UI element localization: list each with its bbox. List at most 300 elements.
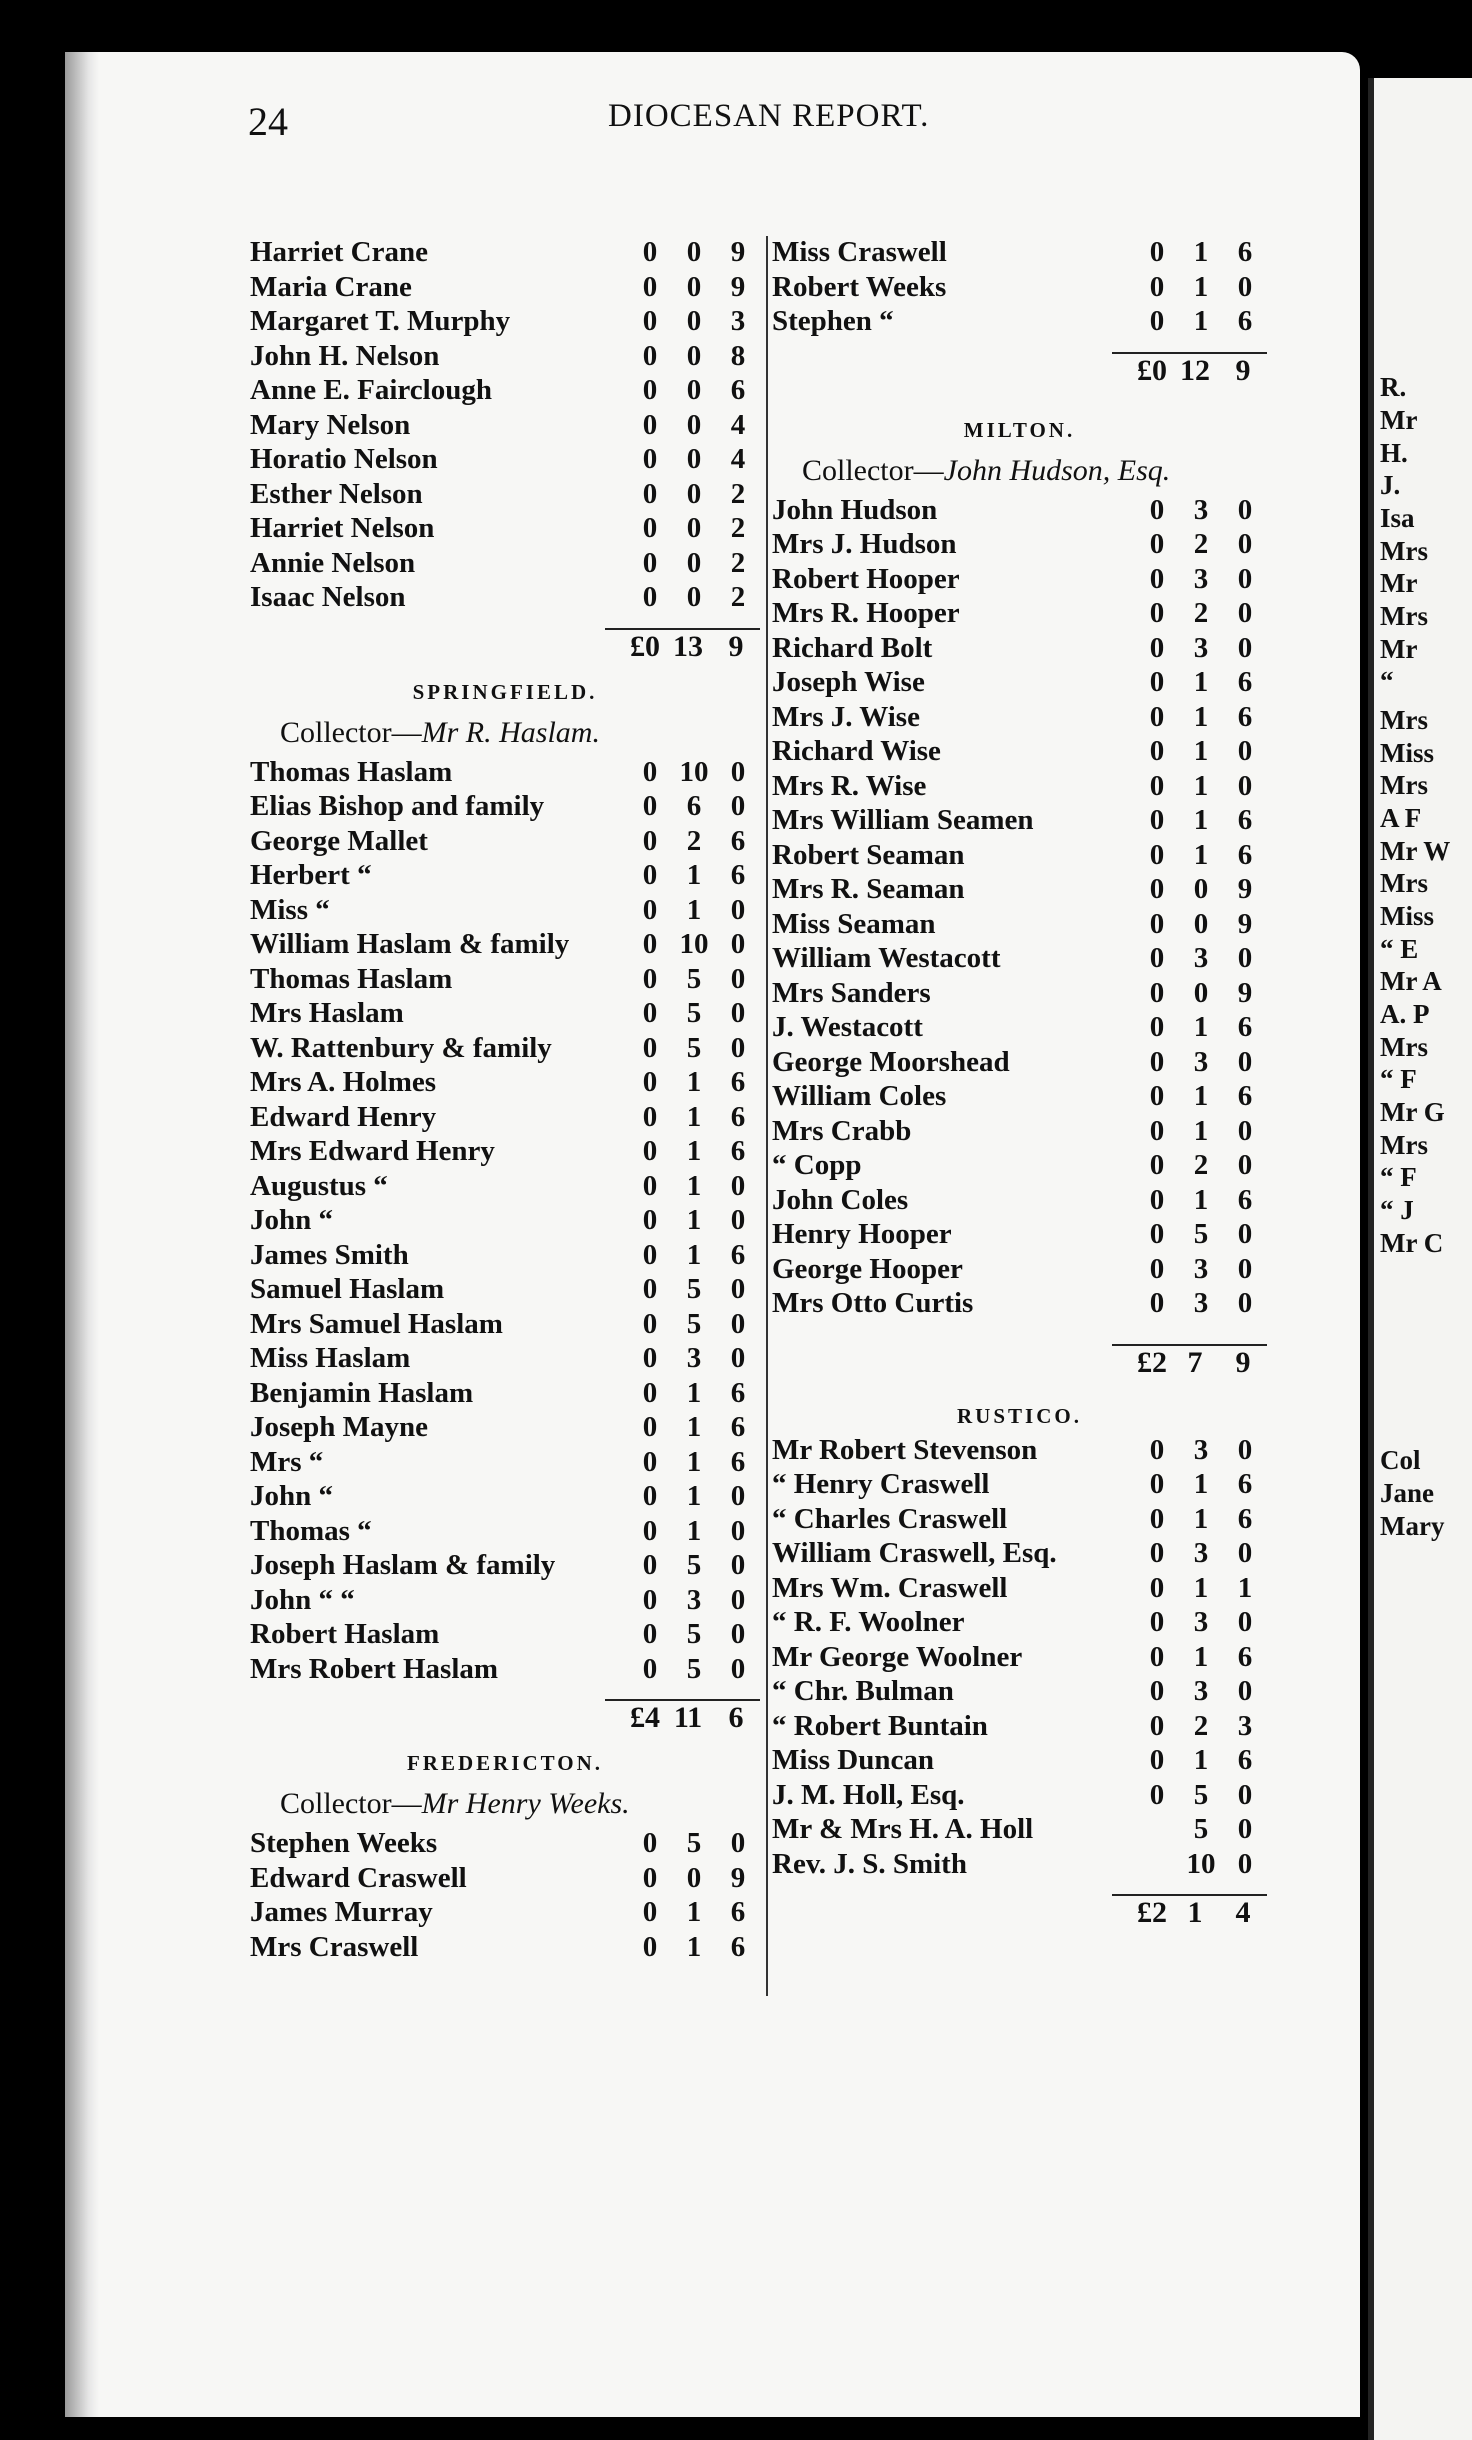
pounds-amount: 0 bbox=[642, 1480, 658, 1512]
shillings-amount: 3 bbox=[1193, 1252, 1209, 1285]
pence-amount: 0 bbox=[730, 790, 746, 822]
subscriber-name: Edward Craswell bbox=[250, 1861, 467, 1894]
pence-amount: 0 bbox=[730, 1342, 746, 1374]
pence-amount: 0 bbox=[730, 1827, 746, 1859]
shillings-amount: 1 bbox=[686, 1411, 702, 1443]
shillings-amount: 1 bbox=[686, 1514, 702, 1547]
subscriber-name: Mrs “ bbox=[250, 1445, 324, 1478]
pence-amount: 0 bbox=[1237, 597, 1253, 629]
next-page-fragment: “ E bbox=[1380, 934, 1419, 964]
pounds-amount: 0 bbox=[642, 512, 658, 544]
pence-amount: 0 bbox=[1237, 1433, 1253, 1466]
subscriber-row bbox=[772, 1080, 1267, 1115]
shillings-amount: 2 bbox=[1193, 528, 1209, 560]
pounds-amount: 0 bbox=[642, 546, 658, 579]
shillings-amount: 1 bbox=[1193, 1744, 1209, 1776]
next-page-fragment: Col bbox=[1380, 1445, 1421, 1475]
pence-amount: 9 bbox=[730, 270, 746, 303]
pence-amount: 1 bbox=[1237, 1571, 1253, 1604]
pence-amount: 6 bbox=[730, 1135, 746, 1167]
shillings-amount: 1 bbox=[1193, 1468, 1209, 1500]
subscriber-row bbox=[250, 790, 760, 825]
shillings-amount: 2 bbox=[1193, 597, 1209, 629]
shillings-amount: 1 bbox=[686, 1238, 702, 1271]
subscriber-row bbox=[250, 1170, 760, 1205]
sum-rule bbox=[772, 1332, 1267, 1346]
pounds-amount: 0 bbox=[1149, 907, 1165, 940]
pence-amount: 2 bbox=[730, 581, 746, 613]
pounds-amount: 0 bbox=[642, 1411, 658, 1443]
subscriber-row bbox=[772, 1572, 1267, 1607]
next-page-fragment: Mrs bbox=[1380, 868, 1428, 898]
pence-amount: 9 bbox=[730, 236, 746, 268]
next-page-fragment: Mr bbox=[1380, 568, 1418, 598]
shillings-amount: 3 bbox=[1193, 1606, 1209, 1638]
collector-label: Collector— bbox=[280, 715, 422, 749]
next-page-fragment: “ F bbox=[1380, 1064, 1417, 1094]
pounds-amount: 0 bbox=[642, 1100, 658, 1133]
pounds-amount: 0 bbox=[642, 581, 658, 613]
pounds-amount: 0 bbox=[1149, 1045, 1165, 1078]
subscriber-row bbox=[772, 494, 1267, 529]
next-page-fragment: A. P bbox=[1380, 999, 1430, 1029]
shillings-amount: 1 bbox=[686, 1204, 702, 1236]
shillings-amount: 2 bbox=[686, 824, 702, 857]
shillings-amount: 1 bbox=[1193, 804, 1209, 836]
pounds-amount: 0 bbox=[1149, 270, 1165, 303]
shillings-amount: 10 bbox=[679, 755, 709, 788]
subscriber-name: Thomas Haslam bbox=[250, 755, 453, 788]
pence-amount: 6 bbox=[730, 1376, 746, 1409]
subscriber-name: Mr George Woolner bbox=[772, 1640, 1023, 1673]
subscriber-row bbox=[772, 873, 1267, 908]
subscriber-row bbox=[250, 963, 760, 998]
pence-amount: 6 bbox=[730, 1238, 746, 1271]
subscriber-name: Mary Nelson bbox=[250, 408, 411, 441]
pounds-amount: 0 bbox=[1149, 1778, 1165, 1811]
pence-amount: 9 bbox=[730, 1861, 746, 1894]
pounds-amount: 0 bbox=[642, 790, 658, 822]
subscriber-row bbox=[250, 1239, 760, 1274]
subscriber-name: Horatio Nelson bbox=[250, 443, 438, 475]
subscriber-name: Stephen “ bbox=[772, 305, 894, 337]
subscriber-row bbox=[250, 581, 760, 616]
subscriber-name: Harriet Crane bbox=[250, 236, 428, 268]
subscriber-name: Mrs Robert Haslam bbox=[250, 1652, 499, 1685]
shillings-amount: 3 bbox=[1193, 493, 1209, 526]
pence-amount: 6 bbox=[730, 374, 746, 406]
collector-line bbox=[250, 710, 760, 756]
subscriber-name: Thomas “ bbox=[250, 1514, 372, 1547]
shillings-amount: 3 bbox=[1193, 1433, 1209, 1466]
shillings-amount: 1 bbox=[1193, 1080, 1209, 1112]
pounds-amount: 0 bbox=[642, 1066, 658, 1098]
subscriber-row bbox=[772, 1184, 1267, 1219]
subscriber-name: Mrs Wm. Craswell bbox=[772, 1571, 1008, 1604]
subscriber-name: Miss Craswell bbox=[772, 236, 947, 268]
pounds-amount: 0 bbox=[642, 1827, 658, 1859]
subscriber-row bbox=[250, 340, 760, 375]
section-total bbox=[250, 630, 760, 670]
subscriber-name: Mrs William Seamen bbox=[772, 804, 1034, 836]
subscriber-name: Mrs Crabb bbox=[772, 1114, 912, 1147]
subscriber-row bbox=[250, 859, 760, 894]
pounds-amount: 0 bbox=[1149, 735, 1165, 767]
shillings-amount: 1 bbox=[1193, 1502, 1209, 1535]
pence-amount: 0 bbox=[1237, 631, 1253, 664]
pounds-amount: 0 bbox=[642, 477, 658, 510]
subscriber-row bbox=[772, 1675, 1267, 1710]
page-number: 24 bbox=[248, 99, 288, 144]
subscriber-row bbox=[250, 1032, 760, 1067]
subscriber-name: Mrs Otto Curtis bbox=[772, 1287, 974, 1319]
subscriber-row bbox=[250, 236, 760, 271]
pence-amount: 0 bbox=[730, 997, 746, 1029]
subscriber-name: Benjamin Haslam bbox=[250, 1376, 474, 1409]
shillings-amount: 5 bbox=[686, 1273, 702, 1305]
total-pounds: £0 bbox=[1137, 353, 1167, 387]
next-page-fragment: Mr G bbox=[1380, 1097, 1445, 1127]
pence-amount: 0 bbox=[1237, 1114, 1253, 1147]
subscriber-row bbox=[250, 1896, 760, 1931]
subscriber-name: “ Henry Craswell bbox=[772, 1468, 990, 1500]
shillings-amount: 3 bbox=[1193, 1537, 1209, 1569]
subscriber-name: Mrs Craswell bbox=[250, 1930, 419, 1963]
subscriber-name: Annie Nelson bbox=[250, 546, 416, 579]
shillings-amount: 1 bbox=[1193, 1183, 1209, 1216]
shillings-amount: 5 bbox=[686, 1307, 702, 1340]
pounds-amount: 0 bbox=[642, 1652, 658, 1685]
subscriber-name: John Coles bbox=[772, 1183, 909, 1216]
collector-label: Collector— bbox=[280, 1787, 422, 1820]
subscriber-name: John Hudson bbox=[772, 493, 938, 526]
pence-amount: 0 bbox=[1237, 270, 1253, 303]
subscriber-row bbox=[250, 1480, 760, 1515]
pounds-amount: 0 bbox=[1149, 528, 1165, 560]
subscriber-row bbox=[772, 1813, 1267, 1848]
pounds-amount: 0 bbox=[642, 1376, 658, 1409]
subscriber-name: Mrs R. Hooper bbox=[772, 597, 960, 629]
subscriber-name: “ Chr. Bulman bbox=[772, 1675, 954, 1707]
subscriber-row bbox=[250, 1411, 760, 1446]
subscriber-row bbox=[772, 1253, 1267, 1288]
shillings-amount: 5 bbox=[686, 1031, 702, 1064]
pence-amount: 9 bbox=[1237, 907, 1253, 940]
pounds-amount: 0 bbox=[642, 1549, 658, 1581]
total-shillings: 13 bbox=[673, 629, 703, 663]
pence-amount: 4 bbox=[730, 443, 746, 475]
subscriber-name: George Moorshead bbox=[772, 1045, 1010, 1078]
pounds-amount: 0 bbox=[1149, 1287, 1165, 1319]
subscriber-name: Isaac Nelson bbox=[250, 581, 406, 613]
pence-amount: 0 bbox=[730, 1652, 746, 1685]
subscriber-row bbox=[772, 597, 1267, 632]
subscriber-row bbox=[772, 563, 1267, 598]
pence-amount: 0 bbox=[1237, 1813, 1253, 1845]
section-total bbox=[250, 1701, 760, 1741]
pounds-amount: 0 bbox=[642, 997, 658, 1029]
subscriber-name: William Westacott bbox=[772, 942, 1001, 974]
shillings-amount: 1 bbox=[686, 1445, 702, 1478]
pounds-amount: 0 bbox=[642, 339, 658, 372]
next-page-fragment: Miss bbox=[1380, 738, 1434, 768]
pounds-amount: 0 bbox=[642, 1204, 658, 1236]
shillings-amount: 0 bbox=[686, 581, 702, 613]
shillings-amount: 3 bbox=[1193, 942, 1209, 974]
collector-name: Mr R. Haslam. bbox=[421, 715, 600, 749]
shillings-amount: 0 bbox=[686, 374, 702, 406]
pence-amount: 0 bbox=[730, 1031, 746, 1064]
pence-amount: 0 bbox=[730, 1273, 746, 1305]
pounds-amount: 0 bbox=[642, 1238, 658, 1271]
shillings-amount: 0 bbox=[686, 236, 702, 268]
pence-amount: 6 bbox=[1237, 1640, 1253, 1673]
pence-amount: 0 bbox=[730, 1514, 746, 1547]
pence-amount: 6 bbox=[1237, 1744, 1253, 1776]
subscriber-name: Augustus “ bbox=[250, 1169, 388, 1202]
pounds-amount: 0 bbox=[642, 1514, 658, 1547]
pence-amount: 0 bbox=[1237, 528, 1253, 560]
subscriber-name: Esther Nelson bbox=[250, 477, 423, 510]
collector-label: Collector— bbox=[802, 453, 944, 487]
pence-amount: 0 bbox=[730, 1549, 746, 1581]
subscriber-name: Robert Seaman bbox=[772, 838, 965, 871]
pounds-amount: 0 bbox=[1149, 1468, 1165, 1500]
next-page-fragment: A F bbox=[1380, 803, 1422, 833]
pounds-amount: 0 bbox=[642, 1342, 658, 1374]
subscriber-name: Mrs A. Holmes bbox=[250, 1066, 437, 1098]
pence-amount: 6 bbox=[1237, 1502, 1253, 1535]
pounds-amount: 0 bbox=[1149, 597, 1165, 629]
subscriber-name: Margaret T. Murphy bbox=[250, 305, 511, 337]
shillings-amount: 3 bbox=[686, 1342, 702, 1374]
collector-line bbox=[772, 448, 1267, 494]
next-page-fragment: Mr C bbox=[1380, 1228, 1444, 1258]
total-pounds: £4 bbox=[630, 1701, 660, 1734]
subscriber-name: Thomas Haslam bbox=[250, 962, 453, 995]
subscriber-name: Maria Crane bbox=[250, 270, 412, 303]
pence-amount: 0 bbox=[1237, 1606, 1253, 1638]
subscriber-row bbox=[772, 666, 1267, 701]
subscriber-row bbox=[250, 478, 760, 513]
subscriber-name: Miss Duncan bbox=[772, 1744, 934, 1776]
shillings-amount: 0 bbox=[1193, 907, 1209, 940]
subscriber-row bbox=[772, 271, 1267, 306]
pence-amount: 3 bbox=[1237, 1709, 1253, 1742]
next-page-fragment: R. bbox=[1380, 372, 1407, 402]
left-column bbox=[250, 236, 760, 1965]
pence-amount: 2 bbox=[730, 546, 746, 579]
total-shillings: 1 bbox=[1187, 1896, 1203, 1929]
pence-amount: 0 bbox=[730, 1307, 746, 1340]
pence-amount: 0 bbox=[1237, 1149, 1253, 1181]
pence-amount: 9 bbox=[1237, 976, 1253, 1009]
total-pence: 9 bbox=[1235, 353, 1251, 387]
pence-amount: 6 bbox=[1237, 1183, 1253, 1216]
pounds-amount: 0 bbox=[642, 408, 658, 441]
spacer bbox=[772, 394, 1267, 408]
subscriber-name: Mrs J. Hudson bbox=[772, 528, 957, 560]
pence-amount: 6 bbox=[1237, 1011, 1253, 1043]
total-shillings: 7 bbox=[1187, 1345, 1203, 1379]
pence-amount: 8 bbox=[730, 339, 746, 372]
shillings-amount: 1 bbox=[686, 1480, 702, 1512]
pounds-amount: 0 bbox=[1149, 700, 1165, 733]
next-page-fragment: J. bbox=[1380, 470, 1401, 500]
pence-amount: 6 bbox=[1237, 666, 1253, 698]
pence-amount: 6 bbox=[730, 1930, 746, 1963]
pence-amount: 0 bbox=[730, 1169, 746, 1202]
pounds-amount: 0 bbox=[1149, 1537, 1165, 1569]
column-divider bbox=[766, 236, 768, 1996]
shillings-amount: 3 bbox=[1193, 1045, 1209, 1078]
shillings-amount: 3 bbox=[1193, 562, 1209, 595]
subscriber-name: Edward Henry bbox=[250, 1100, 437, 1133]
next-page-fragment: H. bbox=[1380, 438, 1408, 468]
next-page-fragment: Mrs bbox=[1380, 536, 1428, 566]
shillings-amount: 1 bbox=[1193, 735, 1209, 767]
subscriber-row bbox=[250, 271, 760, 306]
subscriber-row bbox=[772, 236, 1267, 271]
subscriber-name: Mrs Samuel Haslam bbox=[250, 1307, 503, 1340]
page-binding-shadow bbox=[65, 52, 99, 2417]
next-page-fragment: Mrs bbox=[1380, 770, 1428, 800]
subscriber-row bbox=[250, 1827, 760, 1862]
section-total bbox=[772, 1346, 1267, 1386]
subscriber-row bbox=[250, 1204, 760, 1239]
subscriber-name: J. M. Holl, Esq. bbox=[772, 1778, 965, 1811]
pence-amount: 0 bbox=[1237, 1045, 1253, 1078]
subscriber-row bbox=[250, 1584, 760, 1619]
pence-amount: 0 bbox=[730, 1583, 746, 1616]
next-page-fragment: Mary bbox=[1380, 1511, 1445, 1541]
pounds-amount: 0 bbox=[1149, 631, 1165, 664]
subscriber-name: Richard Bolt bbox=[772, 631, 933, 664]
shillings-amount: 1 bbox=[686, 1135, 702, 1167]
pence-amount: 0 bbox=[1237, 735, 1253, 767]
subscriber-row bbox=[772, 942, 1267, 977]
shillings-amount: 1 bbox=[1193, 270, 1209, 303]
pounds-amount: 0 bbox=[1149, 804, 1165, 836]
pence-amount: 0 bbox=[730, 1204, 746, 1236]
pounds-amount: 0 bbox=[642, 1273, 658, 1305]
subscriber-name: Joseph Mayne bbox=[250, 1411, 429, 1443]
shillings-amount: 1 bbox=[1193, 769, 1209, 802]
subscriber-row bbox=[772, 528, 1267, 563]
subscriber-row bbox=[250, 756, 760, 791]
subscriber-name: George Hooper bbox=[772, 1252, 963, 1285]
pence-amount: 0 bbox=[1237, 493, 1253, 526]
pounds-amount: 0 bbox=[1149, 1183, 1165, 1216]
next-page-fragment: Jane bbox=[1380, 1478, 1434, 1508]
pounds-amount: 0 bbox=[1149, 1218, 1165, 1250]
next-page-fragment: Mrs bbox=[1380, 1032, 1428, 1062]
next-page-fragment: Mr bbox=[1380, 405, 1418, 435]
shillings-amount: 2 bbox=[1193, 1709, 1209, 1742]
subscriber-name: Mrs J. Wise bbox=[772, 700, 920, 733]
shillings-amount: 1 bbox=[1193, 1571, 1209, 1604]
subscriber-name: Samuel Haslam bbox=[250, 1273, 445, 1305]
subscriber-row bbox=[250, 547, 760, 582]
next-page-fragment: Mr A bbox=[1380, 966, 1442, 996]
subscriber-row bbox=[772, 804, 1267, 839]
shillings-amount: 10 bbox=[1186, 1847, 1216, 1880]
shillings-amount: 1 bbox=[1193, 236, 1209, 268]
subscriber-row bbox=[250, 1446, 760, 1481]
pounds-amount: 0 bbox=[1149, 1114, 1165, 1147]
pounds-amount: 0 bbox=[642, 443, 658, 475]
next-page-fragment: “ J bbox=[1380, 1195, 1414, 1225]
total-pounds: £0 bbox=[630, 629, 660, 663]
pounds-amount: 0 bbox=[1149, 1011, 1165, 1043]
shillings-amount: 1 bbox=[1193, 838, 1209, 871]
pounds-amount: 0 bbox=[642, 928, 658, 960]
subscriber-name: “ R. F. Woolner bbox=[772, 1606, 965, 1638]
shillings-amount: 6 bbox=[686, 790, 702, 822]
subscriber-row bbox=[250, 1549, 760, 1584]
subscriber-name: Harriet Nelson bbox=[250, 512, 435, 544]
subscriber-row bbox=[772, 1046, 1267, 1081]
pounds-amount: 0 bbox=[642, 824, 658, 857]
next-page-fragment: Mrs bbox=[1380, 705, 1428, 735]
pence-amount: 0 bbox=[1237, 562, 1253, 595]
subscriber-row bbox=[772, 1468, 1267, 1503]
pence-amount: 6 bbox=[1237, 700, 1253, 733]
pounds-amount: 0 bbox=[642, 305, 658, 337]
shillings-amount: 0 bbox=[686, 512, 702, 544]
shillings-amount: 0 bbox=[1193, 976, 1209, 1009]
subscriber-row bbox=[772, 1287, 1267, 1322]
collector-line bbox=[250, 1781, 760, 1827]
subscriber-name: Robert Weeks bbox=[772, 270, 947, 303]
subscriber-name: Rev. J. S. Smith bbox=[772, 1847, 967, 1880]
subscriber-row bbox=[250, 1342, 760, 1377]
spacer bbox=[772, 1322, 1267, 1332]
pounds-amount: 0 bbox=[1149, 305, 1165, 337]
subscriber-name: Mr & Mrs H. A. Holl bbox=[772, 1813, 1034, 1845]
subscriber-name: Joseph Wise bbox=[772, 666, 925, 698]
subscriber-row bbox=[250, 1653, 760, 1688]
subscriber-name: William Coles bbox=[772, 1080, 947, 1112]
subscriber-name: J. Westacott bbox=[772, 1011, 923, 1043]
pounds-amount: 0 bbox=[1149, 236, 1165, 268]
pence-amount: 6 bbox=[1237, 838, 1253, 871]
page-gutter bbox=[1368, 78, 1374, 2440]
pence-amount: 2 bbox=[730, 512, 746, 544]
pounds-amount: 0 bbox=[642, 270, 658, 303]
subscriber-row bbox=[772, 1606, 1267, 1641]
pounds-amount: 0 bbox=[1149, 1571, 1165, 1604]
page-title: DIOCESAN REPORT. bbox=[608, 98, 930, 134]
pounds-amount: 0 bbox=[1149, 1252, 1165, 1285]
pence-amount: 0 bbox=[1237, 1675, 1253, 1707]
sum-rule bbox=[772, 340, 1267, 354]
subscriber-row bbox=[772, 1710, 1267, 1745]
shillings-amount: 1 bbox=[1193, 1011, 1209, 1043]
pounds-amount: 0 bbox=[1149, 838, 1165, 871]
pounds-amount: 0 bbox=[1149, 1502, 1165, 1535]
section-heading: RUSTICO. bbox=[957, 1403, 1082, 1428]
pence-amount: 6 bbox=[730, 1411, 746, 1443]
pounds-amount: 0 bbox=[642, 962, 658, 995]
pence-amount: 6 bbox=[1237, 305, 1253, 337]
subscriber-row bbox=[772, 1779, 1267, 1814]
subscriber-row bbox=[250, 305, 760, 340]
subscriber-name: James Smith bbox=[250, 1238, 409, 1271]
pounds-amount: 0 bbox=[642, 1618, 658, 1650]
pounds-amount: 0 bbox=[1149, 1744, 1165, 1776]
subscriber-row bbox=[772, 701, 1267, 736]
